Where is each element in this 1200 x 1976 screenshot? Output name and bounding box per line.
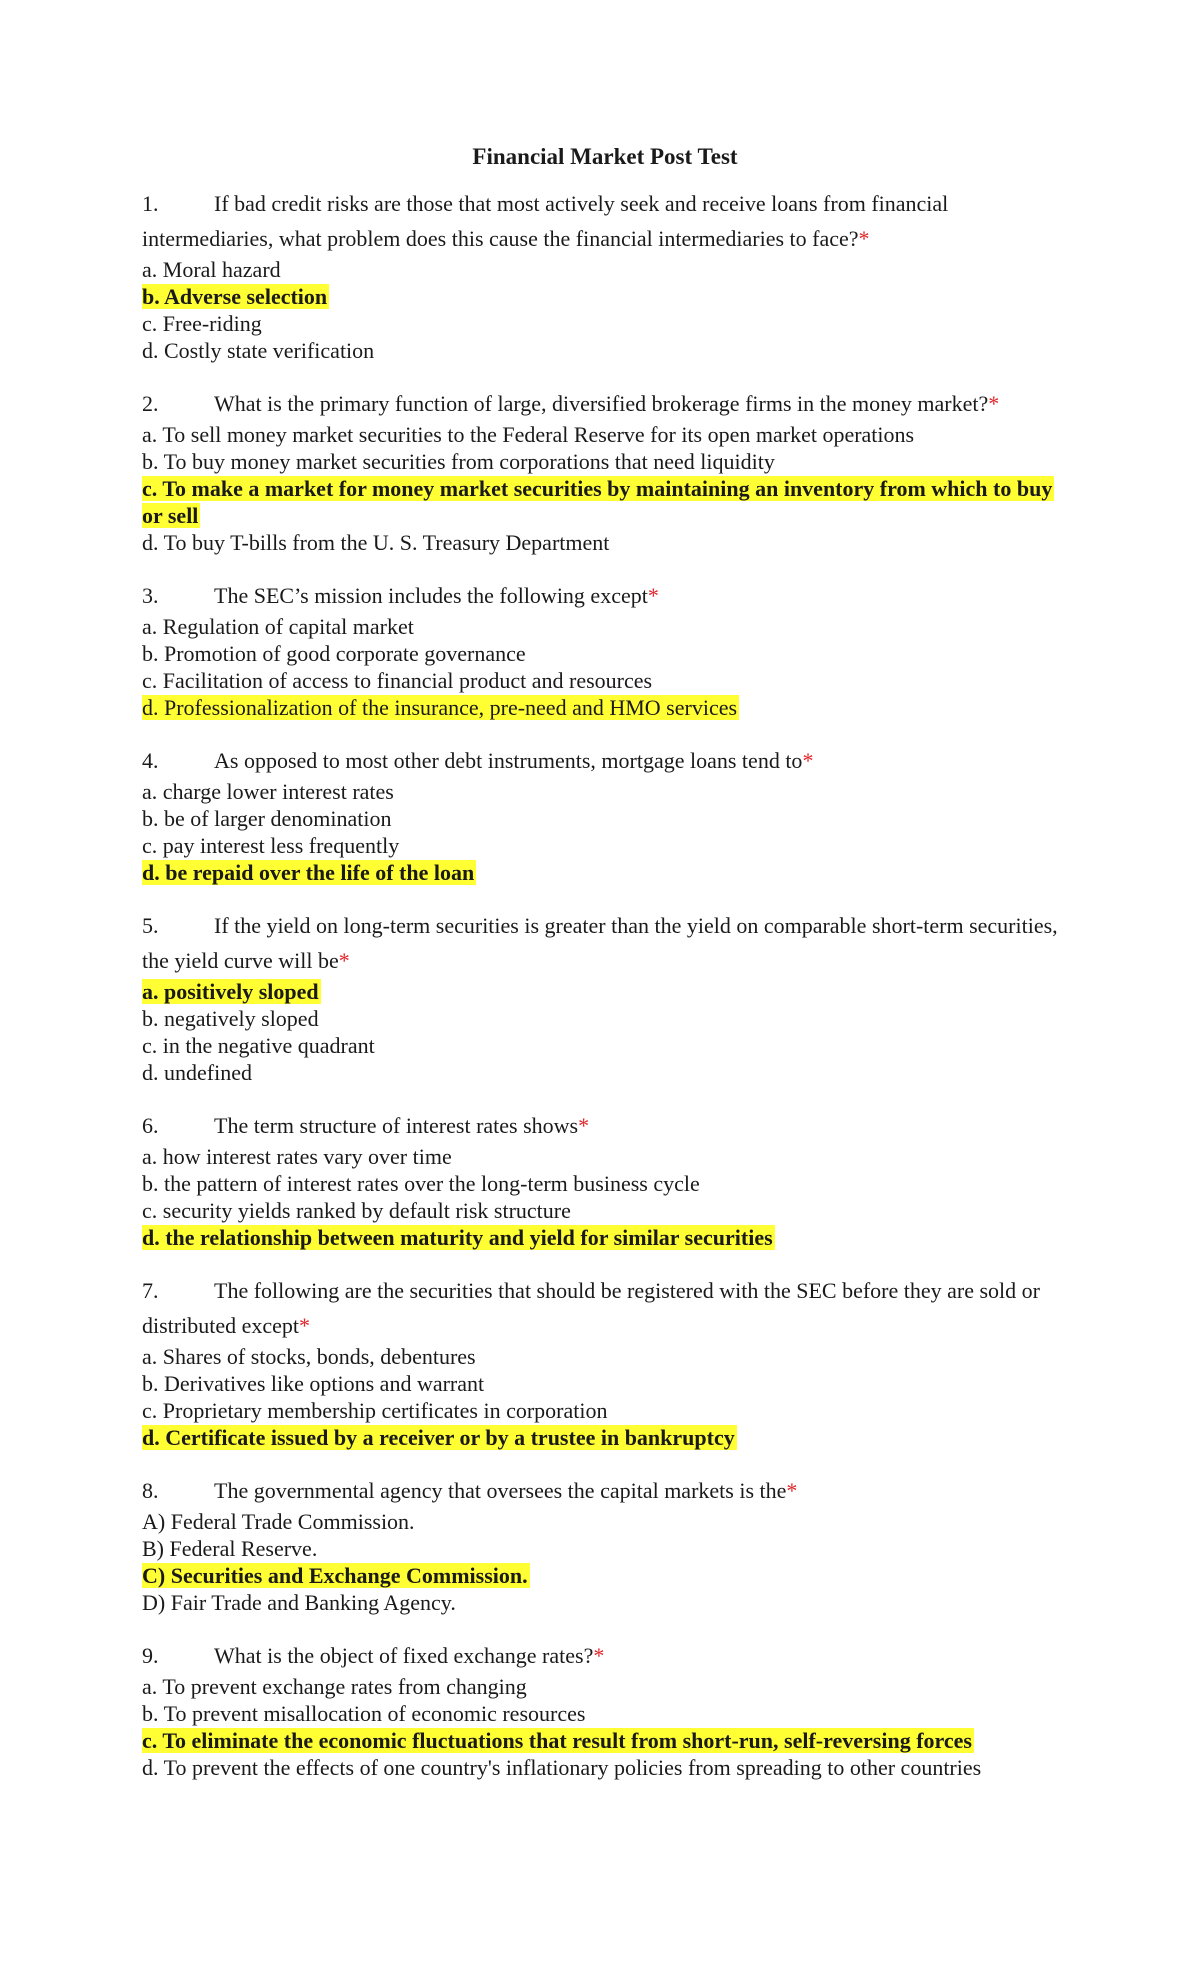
required-marker: * (647, 583, 659, 608)
option-text: a. charge lower interest rates (142, 779, 394, 804)
option-text: b. the pattern of interest rates over the long-term business cycle (142, 1171, 700, 1196)
question-number: 2. (142, 391, 159, 416)
answer-option (142, 1032, 1060, 1059)
answer-option (142, 1170, 1060, 1197)
question-9 (142, 1638, 1060, 1781)
option-text: c. Proprietary membership certificates in corporation (142, 1398, 608, 1423)
question-prompt: What is the primary function of large, diversified brokerage firms in the money market? (214, 391, 989, 416)
option-text: a. Regulation of capital market (142, 614, 414, 639)
question-2 (142, 386, 1060, 556)
answer-option (142, 1197, 1060, 1224)
answer-option (142, 475, 1060, 529)
answer-option (142, 1535, 1060, 1562)
answer-option (142, 310, 1060, 337)
option-text: B) Federal Reserve. (142, 1536, 318, 1561)
question-text (142, 186, 1060, 256)
question-prompt: The term structure of interest rates shows (214, 1113, 579, 1138)
question-number: 3. (142, 583, 159, 608)
question-text (142, 1108, 1060, 1143)
answer-option (142, 1589, 1060, 1616)
option-text: a. how interest rates vary over time (142, 1144, 452, 1169)
question-number: 1. (142, 191, 159, 216)
option-text: a. Moral hazard (142, 257, 281, 282)
option-text: a. Shares of stocks, bonds, debentures (142, 1344, 476, 1369)
answer-option (142, 529, 1060, 556)
answer-option (142, 1424, 1060, 1451)
answer-option (142, 1059, 1060, 1086)
answer-option (142, 283, 1060, 310)
answer-option (142, 421, 1060, 448)
option-text: b. be of larger denomination (142, 806, 392, 831)
answer-option (142, 778, 1060, 805)
question-text (142, 386, 1060, 421)
required-marker: * (299, 1313, 311, 1338)
question-text (142, 1273, 1060, 1343)
answer-option (142, 859, 1060, 886)
question-prompt: The following are the securities that should be registered with the SEC before they are sold or distributed except (142, 1278, 1040, 1338)
option-text: d. Costly state verification (142, 338, 375, 363)
option-text: A) Federal Trade Commission. (142, 1509, 415, 1534)
option-text: c. in the negative quadrant (142, 1033, 375, 1058)
question-number: 7. (142, 1278, 159, 1303)
question-number: 8. (142, 1478, 159, 1503)
option-text: c. Free-riding (142, 311, 262, 336)
question-number: 6. (142, 1113, 159, 1138)
answer-option (142, 1005, 1060, 1032)
answer-option (142, 1370, 1060, 1397)
correct-answer-highlight: c. To make a market for money market securities by maintaining an inventory from which to buy or sell (142, 476, 1053, 528)
answer-option (142, 1727, 1060, 1754)
option-text: D) Fair Trade and Banking Agency. (142, 1590, 456, 1615)
answer-option (142, 1700, 1060, 1727)
question-prompt: What is the object of fixed exchange rates? (214, 1643, 594, 1668)
question-3 (142, 578, 1060, 721)
option-text: b. Promotion of good corporate governance (142, 641, 526, 666)
answer-option (142, 694, 1060, 721)
answer-option (142, 640, 1060, 667)
option-text: c. Facilitation of access to financial product and resources (142, 668, 653, 693)
question-prompt: The SEC’s mission includes the following except (214, 583, 648, 608)
option-text: a. To prevent exchange rates from changing (142, 1674, 527, 1699)
question-prompt: The governmental agency that oversees the capital markets is the (214, 1478, 787, 1503)
answer-option (142, 256, 1060, 283)
question-prompt: If bad credit risks are those that most actively seek and receive loans from financial intermediaries, what problem does this cause the financial intermediaries to face? (142, 191, 949, 251)
question-prompt: If the yield on long-term securities is greater than the yield on comparable short-term securities, the yield curve will be (142, 913, 1058, 973)
question-7 (142, 1273, 1060, 1451)
answer-option (142, 1562, 1060, 1589)
answer-option (142, 1343, 1060, 1370)
answer-option (142, 448, 1060, 475)
required-marker: * (988, 391, 1000, 416)
correct-answer-highlight: d. be repaid over the life of the loan (142, 860, 475, 885)
question-number: 5. (142, 913, 159, 938)
question-6 (142, 1108, 1060, 1251)
answer-option (142, 1143, 1060, 1170)
answer-option (142, 1397, 1060, 1424)
correct-answer-highlight: d. the relationship between maturity and yield for similar securities (142, 1225, 773, 1250)
question-4 (142, 743, 1060, 886)
required-marker: * (786, 1478, 798, 1503)
question-number: 4. (142, 748, 159, 773)
option-text: d. To buy T-bills from the U. S. Treasury Department (142, 530, 610, 555)
answer-option (142, 978, 1060, 1005)
question-prompt: As opposed to most other debt instruments, mortgage loans tend to (214, 748, 803, 773)
question-text (142, 743, 1060, 778)
option-text: b. To prevent misallocation of economic resources (142, 1701, 586, 1726)
option-text: b. Derivatives like options and warrant (142, 1371, 485, 1396)
answer-option (142, 832, 1060, 859)
answer-option (142, 1508, 1060, 1535)
question-8 (142, 1473, 1060, 1616)
correct-answer-highlight: d. Professionalization of the insurance, pre-need and HMO services (142, 695, 738, 720)
question-list (142, 186, 1060, 1781)
answer-option (142, 613, 1060, 640)
answer-option (142, 805, 1060, 832)
question-1 (142, 186, 1060, 364)
correct-answer-highlight: a. positively sloped (142, 979, 319, 1004)
option-text: d. To prevent the effects of one country's inflationary policies from spreading to other countries (142, 1755, 982, 1780)
required-marker: * (802, 748, 814, 773)
answer-option (142, 1754, 1060, 1781)
question-text (142, 908, 1060, 978)
option-text: b. To buy money market securities from corporations that need liquidity (142, 449, 775, 474)
page-title: Financial Market Post Test (472, 144, 738, 169)
question-text (142, 1473, 1060, 1508)
question-text (142, 578, 1060, 613)
answer-option (142, 337, 1060, 364)
question-5 (142, 908, 1060, 1086)
required-marker: * (858, 226, 870, 251)
answer-option (142, 1224, 1060, 1251)
question-text (142, 1638, 1060, 1673)
option-text: a. To sell money market securities to the Federal Reserve for its open market operations (142, 422, 915, 447)
question-number: 9. (142, 1643, 159, 1668)
option-text: d. undefined (142, 1060, 252, 1085)
correct-answer-highlight: b. Adverse selection (142, 284, 328, 309)
correct-answer-highlight: d. Certificate issued by a receiver or by a trustee in bankruptcy (142, 1425, 735, 1450)
required-marker: * (593, 1643, 605, 1668)
option-text: b. negatively sloped (142, 1006, 319, 1031)
option-text: c. pay interest less frequently (142, 833, 400, 858)
required-marker: * (338, 948, 350, 973)
required-marker: * (578, 1113, 590, 1138)
correct-answer-highlight: c. To eliminate the economic fluctuations that result from short-run, self-reversing forces (142, 1728, 972, 1753)
answer-option (142, 667, 1060, 694)
answer-option (142, 1673, 1060, 1700)
option-text: c. security yields ranked by default risk structure (142, 1198, 571, 1223)
correct-answer-highlight: C) Securities and Exchange Commission. (142, 1563, 528, 1588)
